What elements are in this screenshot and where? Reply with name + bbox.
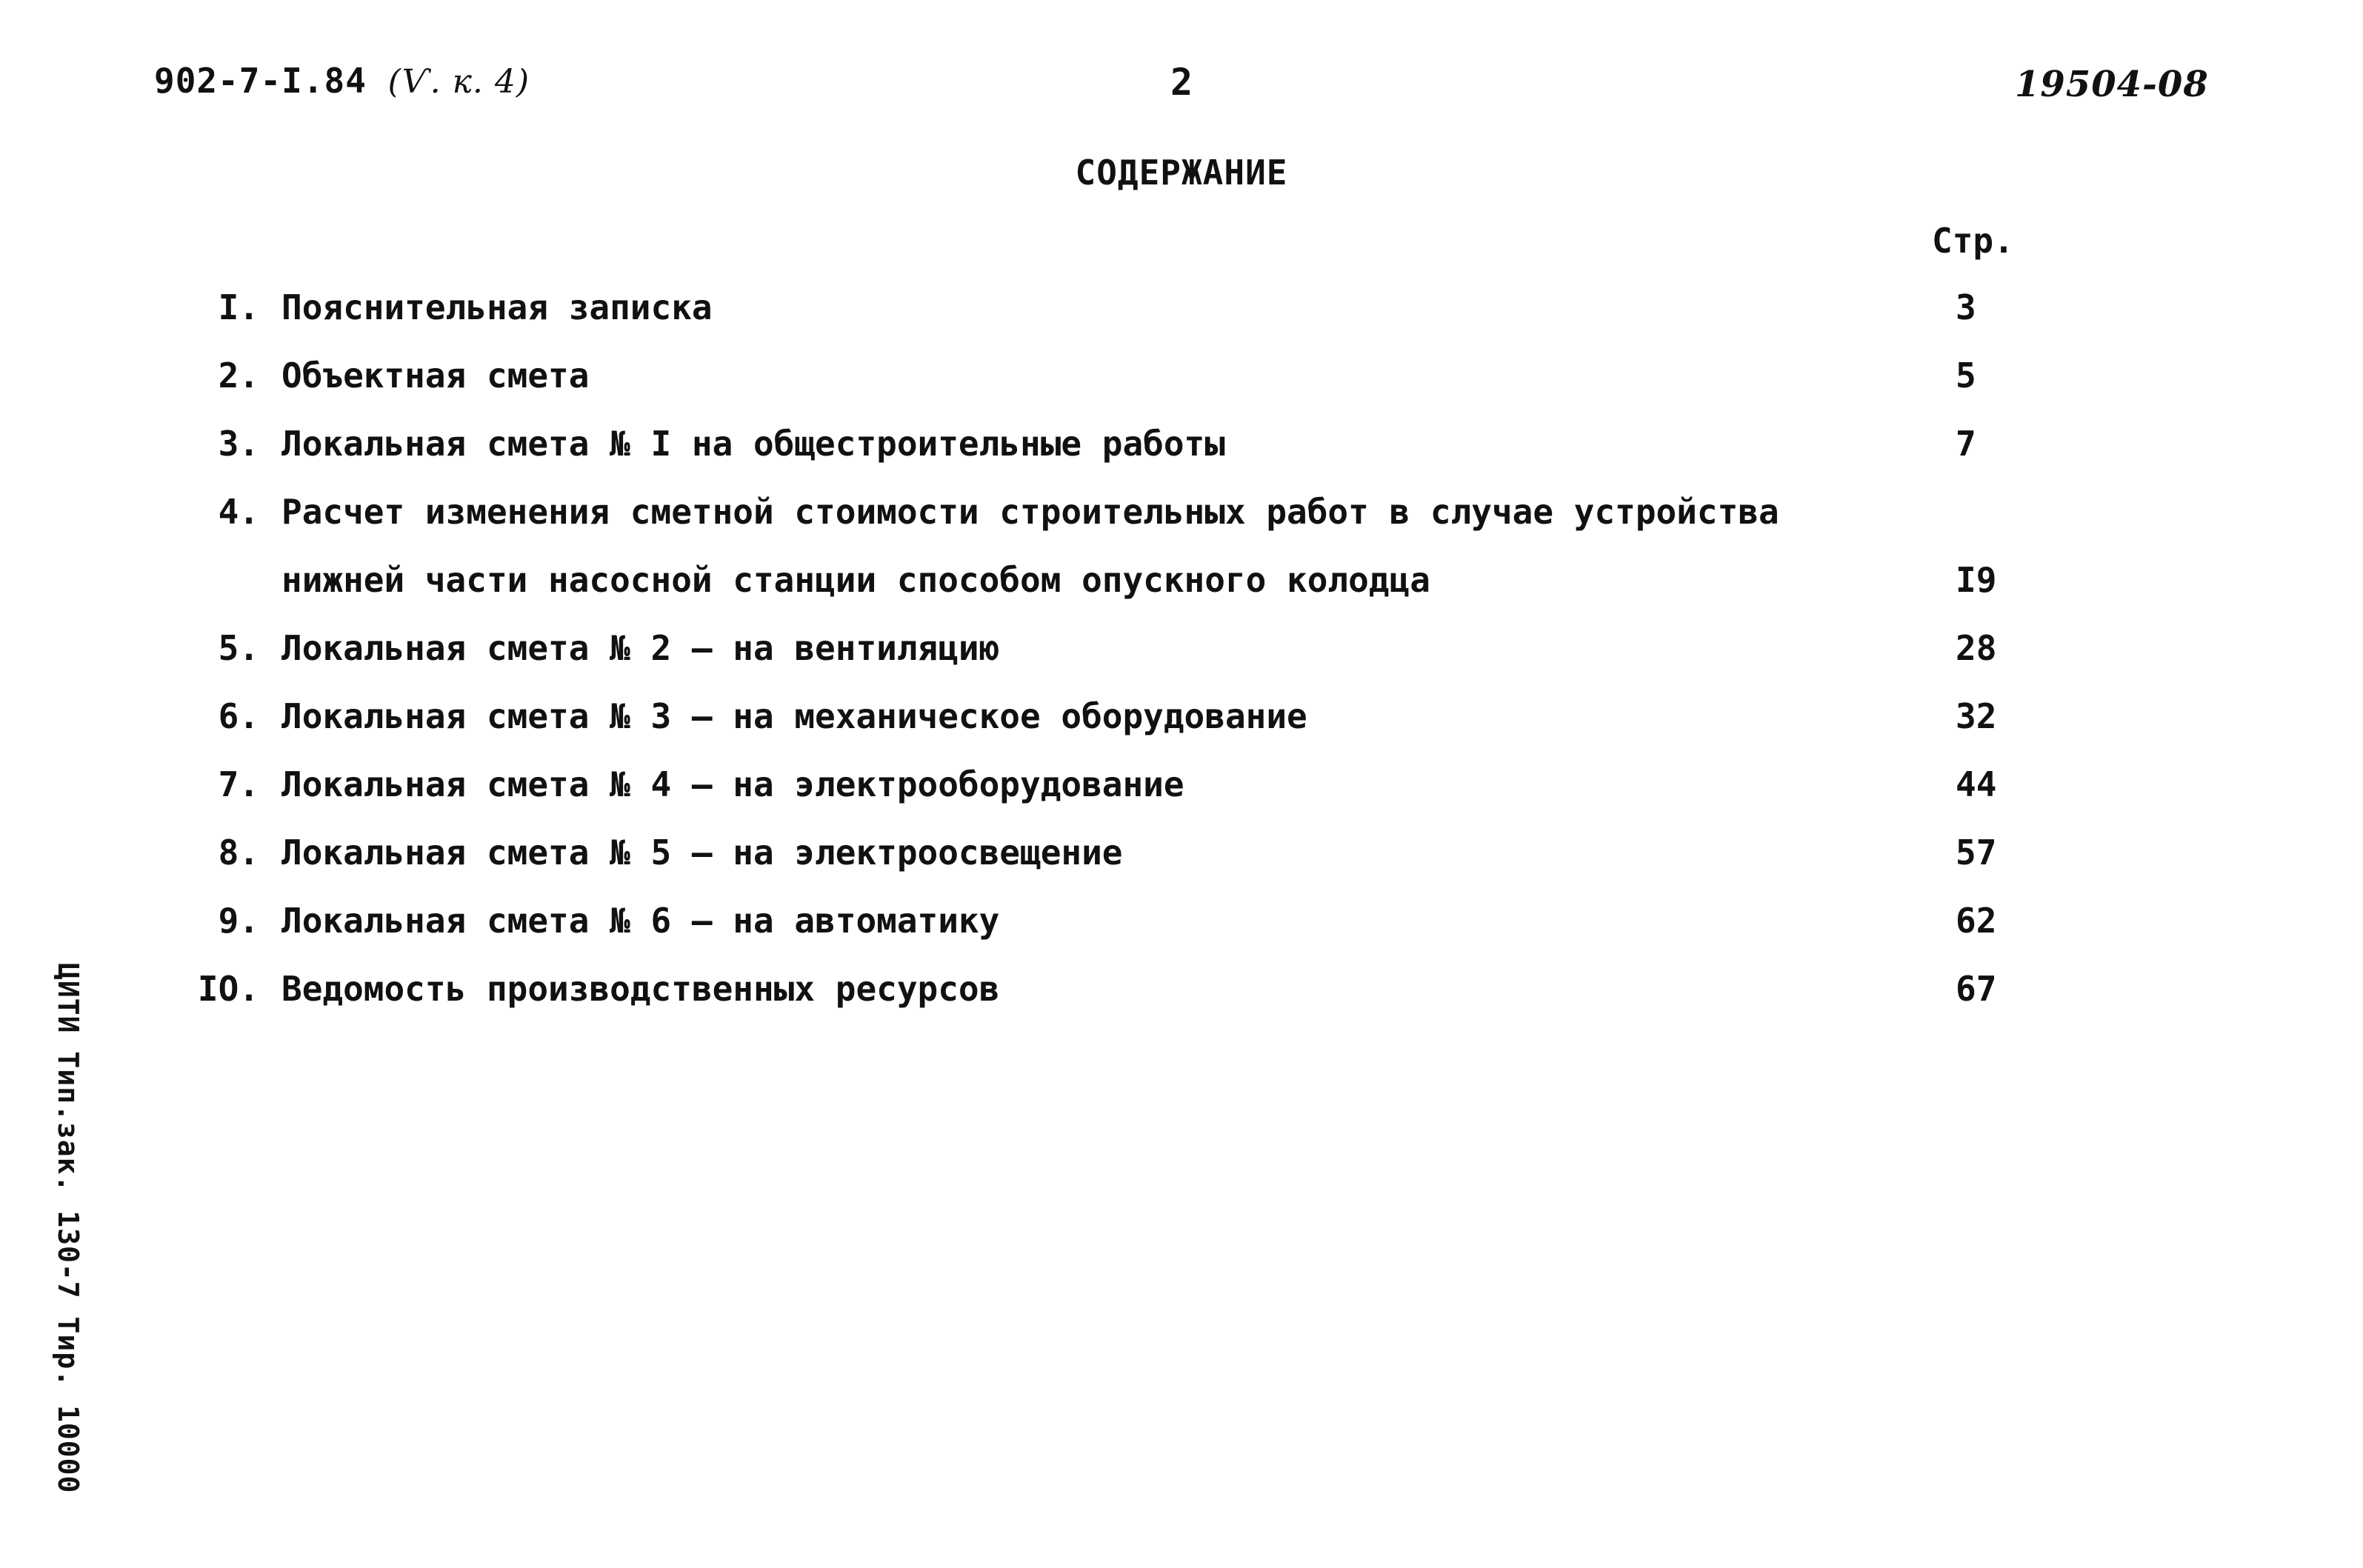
- toc-entry-page: I9: [1956, 560, 1997, 600]
- toc-entry-page: 67: [1956, 969, 1997, 1009]
- toc-entry-number: I.: [218, 287, 259, 327]
- page-title: СОДЕРЖАНИЕ: [1075, 153, 1288, 193]
- toc-entry-page: 7: [1956, 424, 1976, 464]
- toc-entry-title: Объектная смета: [281, 356, 590, 396]
- toc-entry-page: 32: [1956, 696, 1997, 736]
- toc-entry-page: 3: [1956, 287, 1976, 327]
- toc-entry-number: 3.: [218, 424, 259, 464]
- toc-entry-title: Расчет изменения сметной стоимости строительных работ в случае устройства: [281, 492, 1779, 532]
- toc-entry-page: 5: [1956, 356, 1976, 396]
- toc-entry-number: 8.: [218, 833, 259, 873]
- toc-entry-number: 6.: [218, 696, 259, 736]
- toc-entry-number: 9.: [218, 901, 259, 941]
- toc-entry-title: Пояснительная записка: [281, 287, 713, 327]
- toc-entry-number: IO.: [197, 969, 259, 1009]
- toc-entry-page: 62: [1956, 901, 1997, 941]
- toc-entry-number: 4.: [218, 492, 259, 532]
- toc-entry-title: Локальная смета № I на общестроительные работы: [281, 424, 1225, 464]
- page-column-label: Стр.: [1932, 221, 2014, 261]
- toc-entry-number: 7.: [218, 764, 259, 804]
- toc-entry-title: Локальная смета № 4 – на электрооборудование: [281, 764, 1184, 804]
- toc-entry-number: 2.: [218, 356, 259, 396]
- document-code: [154, 61, 530, 101]
- toc-entry-title: Ведомость производственных ресурсов: [281, 969, 1000, 1009]
- toc-entry-title: Локальная смета № 3 – на механическое оборудование: [281, 696, 1307, 736]
- toc-entry-title: Локальная смета № 6 – на автоматику: [281, 901, 1000, 941]
- toc-entry-title: Локальная смета № 2 – на вентиляцию: [281, 628, 1000, 668]
- toc-entry-number: 5.: [218, 628, 259, 668]
- document-code-text: 902-7-I.84: [154, 61, 367, 101]
- toc-entry-page: 44: [1956, 764, 1997, 804]
- page-number: 2: [1170, 61, 1194, 104]
- document-number: 19504-08: [2015, 64, 2209, 105]
- toc-entry-page: 57: [1956, 833, 1997, 873]
- toc-entry-title: Локальная смета № 5 – на электроосвещение: [281, 833, 1123, 873]
- print-imprint-note: ЦИТИ Тип.зак. 130-7 Тир. 10000: [52, 963, 84, 1494]
- toc-entry-title-continued: нижней части насосной станции способом опускного колодца: [281, 560, 1430, 600]
- document-code-note: (Ѵ. к. 4): [387, 63, 530, 101]
- toc-entry-page: 28: [1956, 628, 1997, 668]
